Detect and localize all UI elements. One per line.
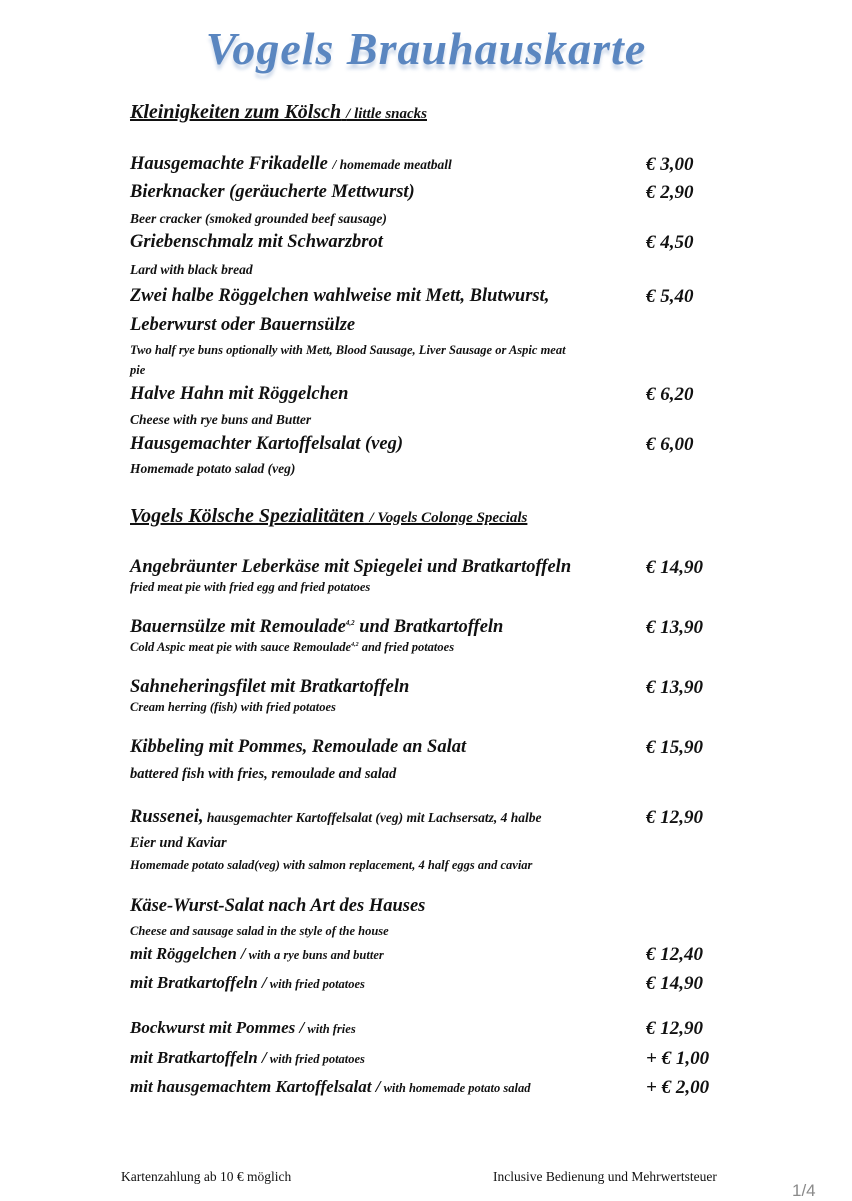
item-name: Russenei, bbox=[130, 807, 204, 827]
menu-item-price: € 3,00 bbox=[646, 154, 694, 175]
menu-item-name: Hausgemachter Kartoffelsalat (veg) bbox=[130, 434, 404, 454]
translation-part: Cold Aspic meat pie with sauce Remoulade bbox=[130, 640, 352, 654]
menu-item-translation: Two half rye buns optionally with Mett, Blood Sausage, Liver Sausage or Aspic meat bbox=[130, 343, 566, 357]
menu-option bbox=[130, 944, 384, 964]
menu-item-translation: Lard with black bread bbox=[130, 262, 253, 277]
menu-option-price: € 12,40 bbox=[646, 944, 703, 965]
menu-item-name: Griebenschmalz mit Schwarzbrot bbox=[130, 232, 383, 252]
section-title: Kleinigkeiten zum Kölsch bbox=[130, 101, 342, 123]
menu-item-price: € 14,90 bbox=[646, 557, 703, 578]
menu-item-price: € 6,20 bbox=[646, 384, 694, 405]
menu-item-translation: fried meat pie with fried egg and fried potatoes bbox=[130, 580, 371, 594]
menu-item-name: Kibbeling mit Pommes, Remoulade an Salat bbox=[130, 737, 467, 757]
menu-item-price: € 5,40 bbox=[646, 286, 694, 307]
menu-item-translation bbox=[130, 640, 454, 655]
menu-option bbox=[130, 1048, 365, 1068]
menu-option bbox=[130, 973, 365, 993]
menu-item-price: € 13,90 bbox=[646, 617, 703, 638]
option-translation: with fried potatoes bbox=[266, 977, 365, 991]
translation-part: and fried potatoes bbox=[358, 640, 455, 654]
footer-service-note: Inclusive Bedienung und Mehrwertsteuer bbox=[493, 1169, 717, 1184]
menu-item-name: Halve Hahn mit Röggelchen bbox=[130, 384, 349, 404]
menu-item-translation: Cheese and sausage salad in the style of the house bbox=[130, 924, 389, 938]
section-heading-specials bbox=[130, 505, 527, 528]
menu-item-name bbox=[130, 807, 542, 828]
item-name-part: Bauernsülze mit Remoulade bbox=[130, 617, 346, 637]
menu-item-name bbox=[130, 617, 503, 638]
option-label: mit Röggelchen / bbox=[130, 944, 246, 963]
item-description: hausgemachter Kartoffelsalat (veg) mit Lachsersatz, 4 halbe bbox=[203, 810, 542, 825]
option-translation: with homemade potato salad bbox=[380, 1081, 531, 1095]
menu-item-name-continued: Leberwurst oder Bauernsülze bbox=[130, 315, 356, 335]
menu-item-translation: Cream herring (fish) with fried potatoes bbox=[130, 700, 336, 714]
menu-option-price: + € 2,00 bbox=[646, 1077, 710, 1098]
menu-item-name bbox=[130, 154, 452, 175]
menu-option-price: + € 1,00 bbox=[646, 1048, 710, 1069]
option-translation: with fried potatoes bbox=[266, 1052, 365, 1066]
item-name-part: und Bratkartoffeln bbox=[354, 617, 504, 637]
menu-item-name: Sahneheringsfilet mit Bratkartoffeln bbox=[130, 677, 410, 697]
menu-item-price: € 4,50 bbox=[646, 232, 694, 253]
menu-item-name bbox=[130, 1018, 356, 1038]
menu-item-price: € 12,90 bbox=[646, 1018, 703, 1039]
section-subtitle: / Vogels Colonge Specials bbox=[369, 510, 528, 526]
menu-item-price: € 13,90 bbox=[646, 677, 703, 698]
menu-item-description-continued: Eier und Kaviar bbox=[130, 835, 227, 851]
option-translation: with a rye buns and butter bbox=[245, 948, 384, 962]
menu-item-price: € 2,90 bbox=[646, 182, 694, 203]
section-heading-snacks bbox=[130, 101, 427, 124]
item-translation: with fries bbox=[304, 1022, 356, 1036]
menu-item-translation: Beer cracker (smoked grounded beef sausage) bbox=[130, 211, 387, 226]
item-translation: / homemade meatball bbox=[332, 157, 452, 172]
menu-item-name: Zwei halbe Röggelchen wahlweise mit Mett, Blutwurst, bbox=[130, 286, 550, 306]
page-indicator: 1/4 bbox=[792, 1181, 816, 1200]
menu-item-translation: Homemade potato salad(veg) with salmon replacement, 4 half eggs and caviar bbox=[130, 858, 533, 872]
menu-item-name: Bierknacker (geräucherte Mettwurst) bbox=[130, 182, 415, 202]
menu-item-price: € 15,90 bbox=[646, 737, 703, 758]
footer-payment-note: Kartenzahlung ab 10 € möglich bbox=[121, 1169, 292, 1184]
menu-item-price: € 6,00 bbox=[646, 434, 694, 455]
menu-item-translation-continued: pie bbox=[130, 363, 146, 377]
menu-item-translation: Cheese with rye buns and Butter bbox=[130, 412, 312, 427]
option-label: mit hausgemachtem Kartoffelsalat / bbox=[130, 1077, 381, 1096]
menu-item-name: Angebräunter Leberkäse mit Spiegelei und Bratkartoffeln bbox=[130, 557, 572, 577]
menu-item-name: Käse-Wurst-Salat nach Art des Hauses bbox=[130, 896, 426, 916]
option-label: mit Bratkartoffeln / bbox=[130, 973, 267, 992]
menu-item-price: € 12,90 bbox=[646, 807, 703, 828]
menu-item-translation: Homemade potato salad (veg) bbox=[130, 461, 296, 476]
menu-item-translation: battered fish with fries, remoulade and salad bbox=[130, 766, 397, 782]
menu-option-price: € 14,90 bbox=[646, 973, 703, 994]
section-title: Vogels Kölsche Spezialitäten bbox=[130, 505, 365, 527]
page-title: Vogels Brauhauskarte bbox=[205, 23, 647, 74]
item-name: Hausgemachte Frikadelle bbox=[130, 154, 328, 174]
section-subtitle: / little snacks bbox=[346, 106, 427, 122]
additive-superscript: 4,2 bbox=[351, 641, 359, 648]
option-label: mit Bratkartoffeln / bbox=[130, 1048, 267, 1067]
item-name: Bockwurst mit Pommes / bbox=[130, 1018, 305, 1037]
additive-superscript: 4,2 bbox=[345, 618, 355, 627]
menu-option bbox=[130, 1077, 530, 1097]
